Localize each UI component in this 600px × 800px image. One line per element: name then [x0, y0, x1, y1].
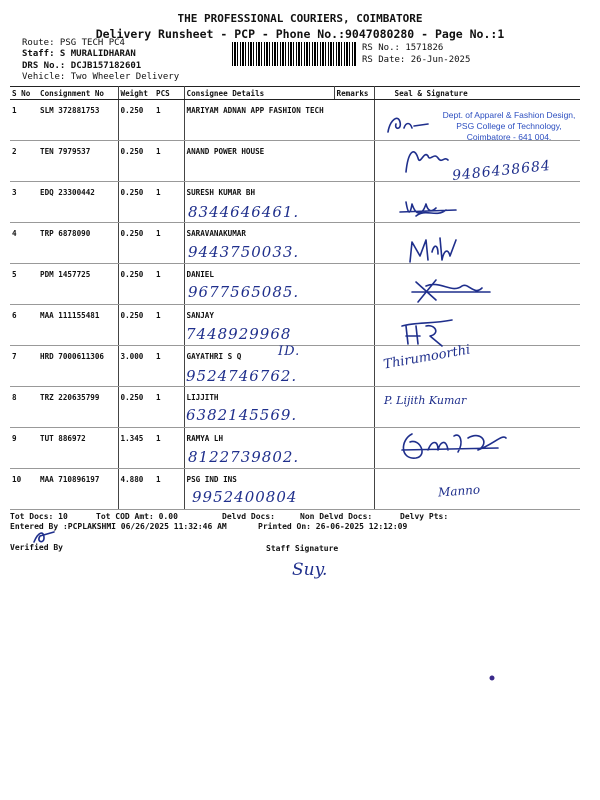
cell-weight: 0.250 [118, 264, 154, 305]
col-weight: Weight [118, 87, 154, 100]
cell-sno: 3 [10, 182, 38, 223]
cell-consignee: GAYATHRI S Q [184, 346, 334, 387]
col-consignee: Consignee Details [184, 87, 334, 100]
cell-consignment: EDQ 23300442 [38, 182, 118, 223]
verified-by-label: Verified By [10, 543, 63, 552]
cell-consignment: TEN 7979537 [38, 141, 118, 182]
cell-pcs: 1 [154, 100, 184, 141]
cell-sno: 6 [10, 305, 38, 346]
cell-remarks [334, 387, 374, 428]
cell-remarks [334, 223, 374, 264]
cell-weight: 0.250 [118, 182, 154, 223]
signature-row-3 [396, 194, 466, 224]
signature-row-9 [398, 428, 512, 464]
delivered-docs: Delvd Docs: [222, 512, 275, 521]
cell-weight: 3.000 [118, 346, 154, 387]
ink-dot [488, 674, 498, 684]
cell-remarks [334, 428, 374, 469]
entered-by: Entered By :PCPLAKSHMI 06/26/2025 11:32:46 AM [10, 522, 227, 531]
company-title: THE PROFESSIONAL COURIERS, COIMBATORE [177, 12, 423, 25]
cell-weight: 4.880 [118, 469, 154, 510]
cell-pcs: 1 [154, 182, 184, 223]
vehicle-label: Vehicle: Two Wheeler Delivery [22, 72, 180, 82]
handwritten-phone: 8122739802. [188, 448, 300, 466]
total-docs: Tot Docs: 10 [10, 512, 68, 521]
col-pcs: PCS [154, 87, 184, 100]
drs-value: DCJB157182601 [70, 61, 142, 71]
delivery-points: Delvy Pts: [400, 512, 449, 521]
cell-pcs: 1 [154, 387, 184, 428]
signature-row-2 [400, 142, 450, 178]
handwritten-phone: 9443750033. [188, 243, 300, 261]
barcode [232, 42, 356, 66]
staff-signature-label: Staff Signature [266, 544, 339, 553]
cell-pcs: 1 [154, 469, 184, 510]
total-cod-amount: Tot COD Amt: 0.00 [96, 512, 178, 521]
handwritten-phone: 9524746762. [186, 367, 298, 385]
college-stamp [424, 110, 594, 143]
stamp-line: PSG College of Technology, [456, 121, 562, 131]
col-sno: S No [10, 87, 38, 100]
cell-consignee: LIJJITH [184, 387, 334, 428]
cell-remarks [334, 100, 374, 141]
signature-row-5 [406, 274, 498, 306]
col-consignment: Consignment No [38, 87, 118, 100]
handwritten-id-note: ID. [278, 344, 301, 359]
cell-sno: 1 [10, 100, 38, 141]
cell-sno: 9 [10, 428, 38, 469]
printed-on: Printed On: 26-06-2025 12:12:09 [258, 522, 408, 531]
handwritten-phone: 9677565085. [188, 283, 300, 301]
cell-consignee: MARIYAM ADNAN APP FASHION TECH [184, 100, 334, 141]
cell-remarks [334, 141, 374, 182]
signature-row-1 [384, 110, 434, 140]
cell-pcs: 1 [154, 346, 184, 387]
handwritten-phone: 9952400804 [192, 488, 298, 506]
rs-number: RS No.: 1571826 [362, 43, 444, 53]
cell-pcs: 1 [154, 428, 184, 469]
cell-consignee: ANAND POWER HOUSE [184, 141, 334, 182]
handwritten-signature-name: Thirumoorthi [382, 342, 472, 373]
cell-weight: 1.345 [118, 428, 154, 469]
cell-consignee: RAMYA LH [184, 428, 334, 469]
cell-consignment: TRP 6878090 [38, 223, 118, 264]
cell-consignee: SARAVANAKUMAR [184, 223, 334, 264]
route-label: Route: PSG TECH PC4 [22, 38, 125, 48]
cell-sno: 4 [10, 223, 38, 264]
drs-label: DRS No.: [22, 61, 66, 71]
cell-consignment: TUT 886972 [38, 428, 118, 469]
cell-weight: 0.250 [118, 305, 154, 346]
rs-date: RS Date: 26-Jun-2025 [362, 55, 471, 65]
cell-remarks [334, 264, 374, 305]
handwritten-signature-name: Manno [437, 482, 481, 500]
cell-sno: 5 [10, 264, 38, 305]
cell-pcs: 1 [154, 141, 184, 182]
stamp-line: Coimbatore - 641 004. [466, 132, 552, 142]
handwritten-phone: 9486438684 [451, 157, 552, 185]
cell-signature [374, 223, 580, 264]
cell-consignment: SLM 372881753 [38, 100, 118, 141]
cell-consignee: SANJAY [184, 305, 334, 346]
cell-weight: 0.250 [118, 387, 154, 428]
cell-signature [374, 387, 580, 428]
cell-consignee: DANIEL [184, 264, 334, 305]
col-signature: Seal & Signature [374, 87, 580, 100]
cell-sno: 7 [10, 346, 38, 387]
cell-remarks [334, 305, 374, 346]
cell-weight: 0.250 [118, 100, 154, 141]
verifier-initial-mark [30, 528, 60, 546]
runsheet-subtitle: Delivery Runsheet - PCP - Phone No.:9047080280 - Page No.:1 [95, 27, 505, 41]
cell-consignment: MAA 710896197 [38, 469, 118, 510]
cell-consignment: MAA 111155481 [38, 305, 118, 346]
stamp-line: Dept. of Apparel & Fashion Design, [442, 110, 576, 120]
table-row [10, 305, 580, 346]
cell-sno: 2 [10, 141, 38, 182]
cell-sno: 10 [10, 469, 38, 510]
staff-signature: Suy. [292, 560, 328, 580]
handwritten-phone: 6382145569. [186, 406, 298, 424]
cell-pcs: 1 [154, 223, 184, 264]
handwritten-phone: 8344646461. [188, 203, 300, 221]
staff-label: Staff: S MURALIDHARAN [22, 49, 136, 59]
cell-remarks [334, 469, 374, 510]
table-header [10, 87, 580, 100]
drs-number [22, 61, 141, 72]
cell-remarks [334, 346, 374, 387]
cell-consignee: SURESH KUMAR BH [184, 182, 334, 223]
cell-consignment: TRZ 220635799 [38, 387, 118, 428]
cell-sno: 8 [10, 387, 38, 428]
cell-pcs: 1 [154, 264, 184, 305]
handwritten-signature-name: P. Lijith Kumar [384, 394, 467, 407]
signature-row-4 [406, 234, 466, 266]
cell-consignment: HRD 7000611306 [38, 346, 118, 387]
non-delivered-docs: Non Delvd Docs: [300, 512, 373, 521]
cell-pcs: 1 [154, 305, 184, 346]
cell-consignee: PSG IND INS [184, 469, 334, 510]
handwritten-phone: 7448929968 [186, 325, 292, 343]
col-remarks: Remarks [334, 87, 374, 100]
cell-weight: 0.250 [118, 223, 154, 264]
cell-weight: 0.250 [118, 141, 154, 182]
cell-remarks [334, 182, 374, 223]
cell-consignment: PDM 1457725 [38, 264, 118, 305]
